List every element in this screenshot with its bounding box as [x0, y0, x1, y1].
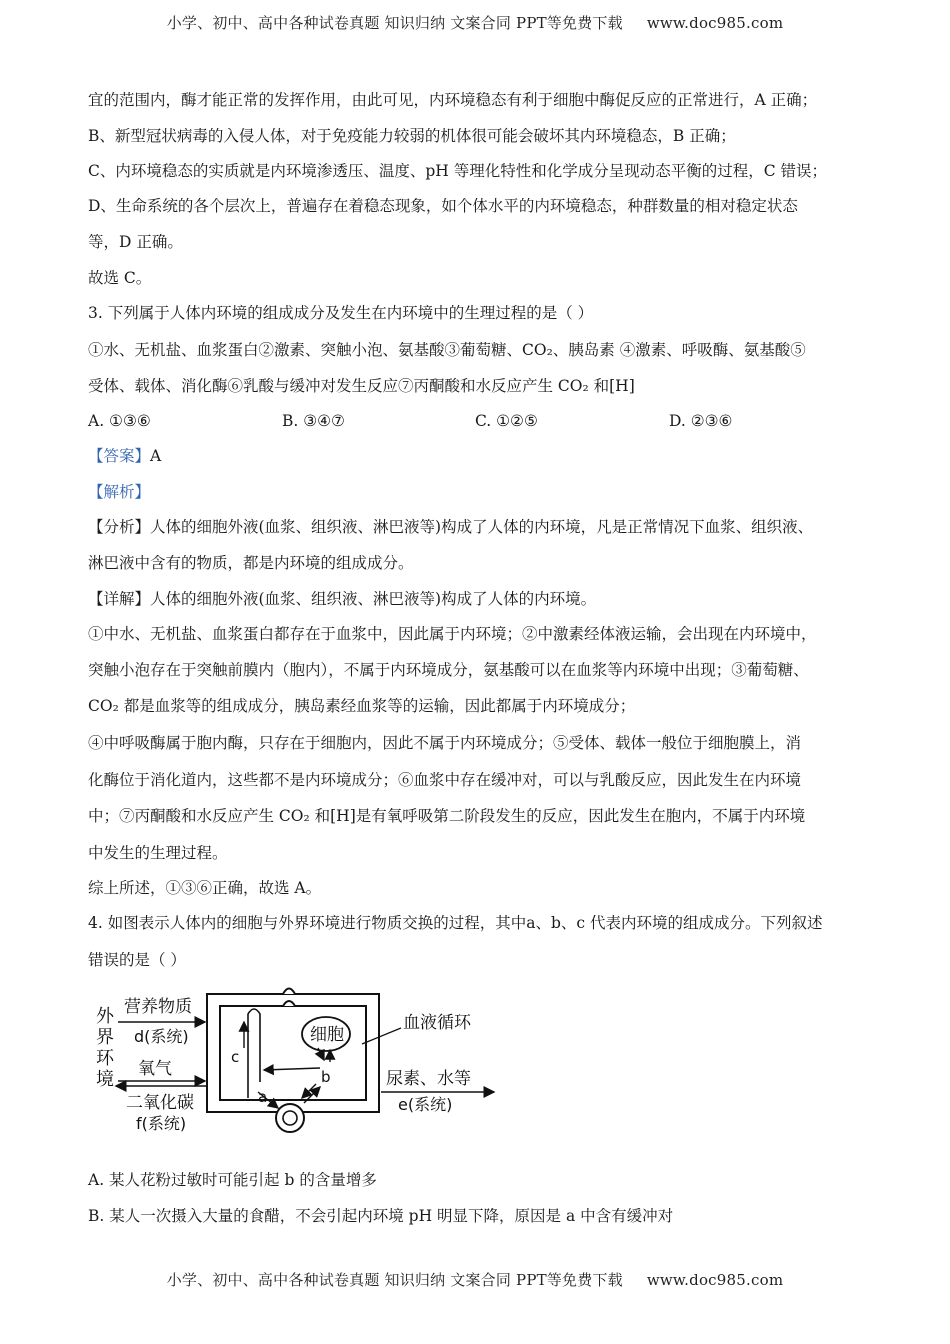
label-e-system: e(系统)	[398, 1095, 453, 1114]
label-blood-circulation: 血液循环	[403, 1013, 471, 1033]
header-text: 小学、初中、高中各种试卷真题 知识归纳 文案合同 PPT等免费下载	[166, 14, 623, 32]
text-line: 宜的范围内，酶才能正常的发挥作用，由此可见，内环境稳态有利于细胞中酶促反应的正常进行，A 正确；	[88, 91, 818, 109]
lymph-vessel	[248, 1009, 260, 1098]
label-b: b	[321, 1068, 331, 1086]
text-line: CO₂ 都是血浆等的组成成分，胰岛素经血浆等的运输，因此都属于内环境成分；	[88, 697, 636, 715]
text-line: 综上所述，①③⑥正确，故选 A。	[88, 879, 322, 897]
q3-option-d: D. ②③⑥	[669, 412, 733, 430]
label-outside-1: 外	[96, 1006, 114, 1027]
question-4-stem: 4. 如图表示人体内的细胞与外界环境进行物质交换的过程，其中a、b、c 代表内环境的组成成分。下列叙述	[88, 914, 823, 932]
text-line: B、新型冠状病毒的入侵人体，对于免疫能力较弱的机体很可能会破坏其内环境稳态，B 正确；	[88, 127, 736, 145]
text-line: ①中水、无机盐、血浆蛋白都存在于血浆中，因此属于内环境；②中激素经体液运输，会出现在内环境中，	[88, 625, 817, 643]
text-line: 【详解】人体的细胞外液(血浆、组织液、淋巴液等)构成了人体的内环境。	[88, 590, 597, 608]
text-line: 化酶位于消化道内，这些都不是内环境成分；⑥血浆中存在缓冲对，可以与乳酸反应，因此发生在内环境	[88, 771, 802, 789]
question-4-stem: 错误的是（ ）	[88, 951, 186, 969]
question-3-items: ①水、无机盐、血浆蛋白②激素、突触小泡、氨基酸③葡萄糖、CO₂、胰岛素 ④激素、呼吸酶、氨基酸⑤	[88, 341, 806, 359]
answer-value: A	[150, 447, 162, 465]
vessel-top-knob	[283, 989, 295, 1007]
question-3-items: 受体、载体、消化酶⑥乳酸与缓冲对发生反应⑦丙酮酸和水反应产生 CO₂ 和[H]	[88, 377, 635, 395]
header-site-link[interactable]: www.doc985.com	[646, 14, 784, 32]
question-3-stem: 3. 下列属于人体内环境的组成成分及发生在内环境中的生理过程的是（ ）	[88, 304, 594, 322]
answer-row	[88, 446, 878, 466]
page-header	[0, 12, 950, 33]
analysis-label: 【解析】	[88, 483, 151, 501]
label-d-system: d(系统)	[134, 1027, 189, 1046]
exchange-diagram	[90, 986, 500, 1138]
text-line: D、生命系统的各个层次上，普遍存在着稳态现象，如个体水平的内环境稳态，种群数量的相对稳定状态	[88, 197, 798, 215]
q3-option-a: A. ①③⑥	[88, 412, 151, 430]
text-line: C、内环境稳态的实质就是内环境渗透压、温度、pH 等理化特性和化学成分呈现动态平衡的过程，C 错误；	[88, 162, 828, 180]
q3-option-c: C. ①②⑤	[475, 412, 538, 430]
label-cell: 细胞	[310, 1025, 344, 1045]
footer-text: 小学、初中、高中各种试卷真题 知识归纳 文案合同 PPT等免费下载	[166, 1271, 623, 1289]
label-c: c	[231, 1048, 240, 1066]
label-co2: 二氧化碳	[126, 1093, 194, 1113]
label-outside-4: 境	[96, 1069, 114, 1090]
text-line: 淋巴液中含有的物质，都是内环境的组成成分。	[88, 554, 414, 572]
text-line: 突触小泡存在于突触前膜内（胞内），不属于内环境成分，氨基酸可以在血浆等内环境中出现；③葡萄糖、	[88, 661, 809, 679]
q4-option-b: B. 某人一次摄入大量的食醋，不会引起内环境 pH 明显下降，原因是 a 中含有缓冲对	[88, 1207, 674, 1225]
answer-label: 【答案】	[88, 447, 151, 465]
label-outside-3: 环	[96, 1048, 114, 1069]
label-oxygen: 氧气	[138, 1059, 172, 1079]
text-line: 中；⑦丙酮酸和水反应产生 CO₂ 和[H]是有氧呼吸第二阶段发生的反应，因此发生在胞内，不属于内环境	[88, 807, 806, 825]
text-line: ④中呼吸酶属于胞内酶，只存在于细胞内，因此不属于内环境成分；⑤受体、载体一般位于细胞膜上，消	[88, 734, 802, 752]
q3-option-b: B. ③④⑦	[282, 412, 345, 430]
footer-site-link[interactable]: www.doc985.com	[646, 1271, 784, 1289]
text-line: 等，D 正确。	[88, 233, 183, 251]
label-nutrients: 营养物质	[124, 997, 192, 1017]
text-line: 中发生的生理过程。	[88, 844, 228, 862]
text-line: 故选 C。	[88, 269, 152, 287]
label-outside-2: 界	[96, 1027, 114, 1048]
label-urea-water: 尿素、水等	[386, 1069, 471, 1089]
q4-option-a: A. 某人花粉过敏时可能引起 b 的含量增多	[88, 1171, 377, 1189]
text-line: 【分析】人体的细胞外液(血浆、组织液、淋巴液等)构成了人体的内环境，凡是正常情况下血浆、组织液、	[88, 518, 814, 536]
label-f-system: f(系统)	[136, 1114, 187, 1133]
page-footer	[0, 1269, 950, 1290]
label-a: a	[258, 1088, 268, 1106]
